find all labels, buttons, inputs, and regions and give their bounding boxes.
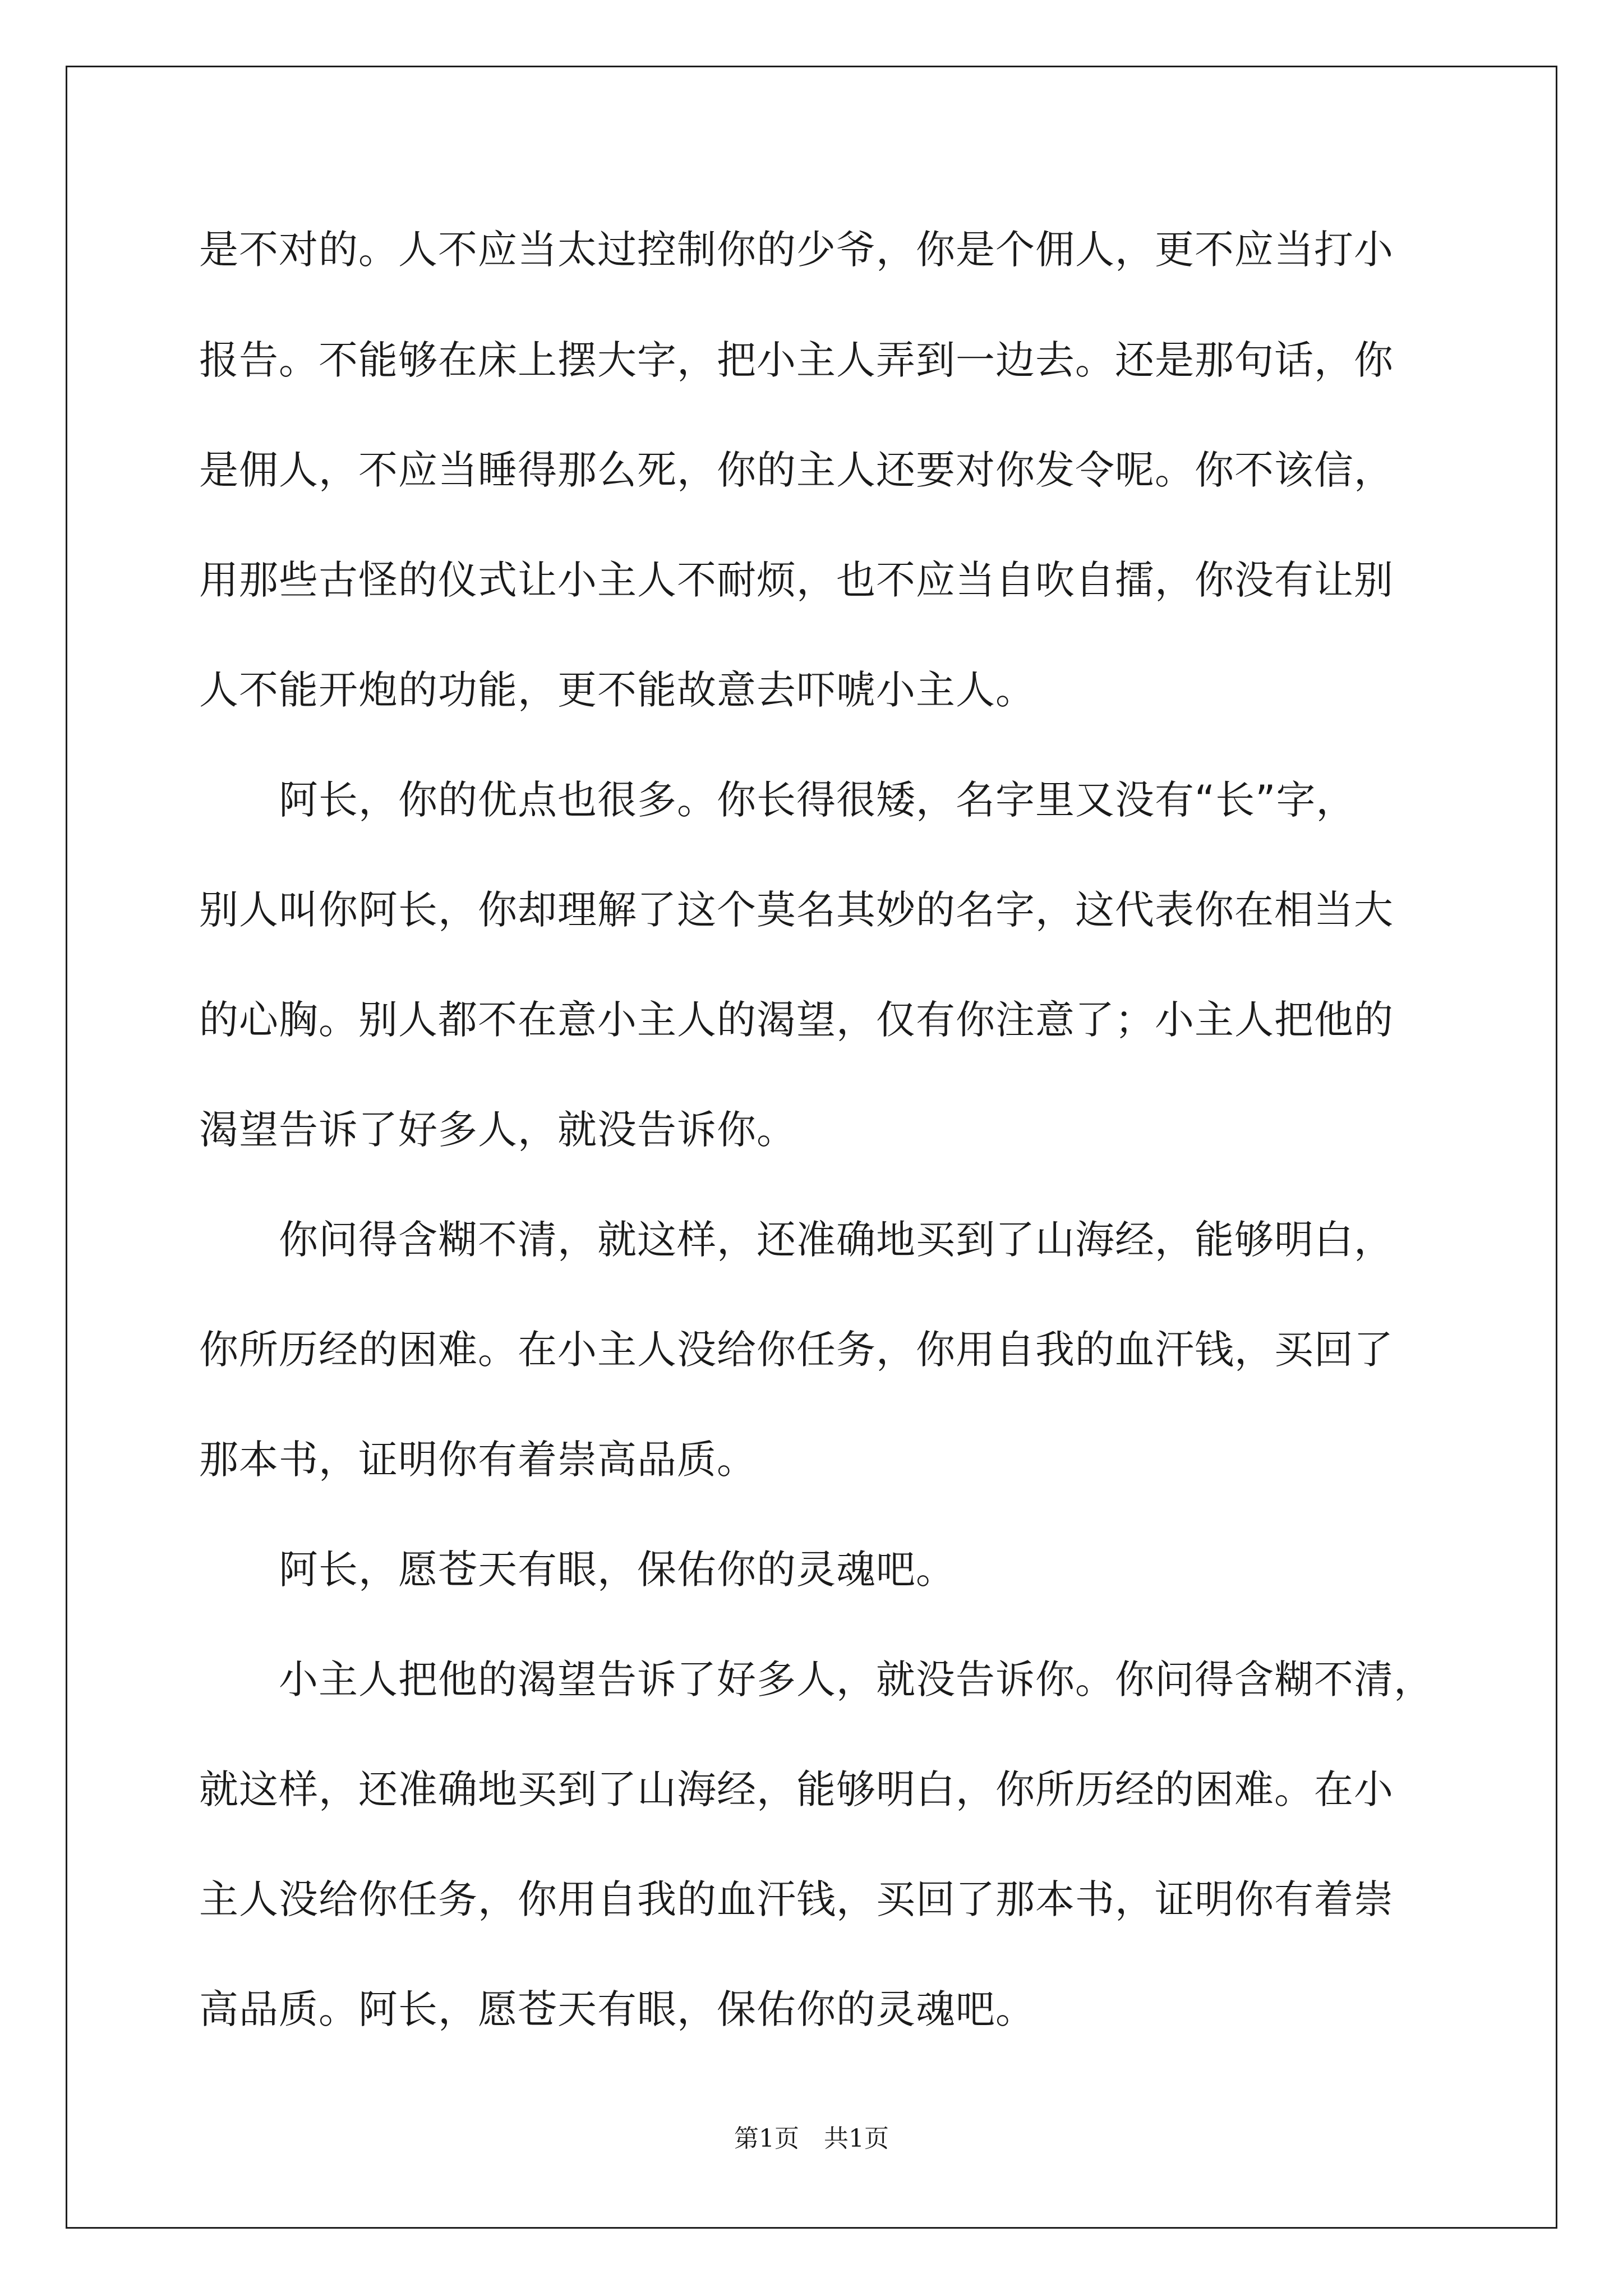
- body-text-line: 别人叫你阿长，你却理解了这个莫名其妙的名字，这代表你在相当大: [199, 887, 1394, 933]
- body-text-line: 阿长，愿苍天有眼，保佑你的灵魂吧。: [199, 1547, 956, 1593]
- body-text-line: 是佣人，不应当睡得那么死，你的主人还要对你发令呢。你不该信，: [199, 447, 1394, 493]
- body-text-line: 就这样，还准确地买到了山海经，能够明白，你所历经的困难。在小: [199, 1766, 1394, 1812]
- body-text-line: 渴望告诉了好多人，就没告诉你。: [199, 1107, 796, 1153]
- body-text-line: 主人没给你任务，你用自我的血汗钱，买回了那本书，证明你有着崇: [199, 1876, 1394, 1922]
- body-text-line: 用那些古怪的仪式让小主人不耐烦，也不应当自吹自擂，你没有让别: [199, 557, 1394, 603]
- body-text-line: 的心胸。别人都不在意小主人的渴望，仅有你注意了；小主人把他的: [199, 997, 1394, 1043]
- body-text-line: 高品质。阿长，愿苍天有眼，保佑你的灵魂吧。: [199, 1986, 1035, 2032]
- body-text-line: 小主人把他的渴望告诉了好多人，就没告诉你。你问得含糊不清，: [199, 1657, 1433, 1703]
- page-number-footer: 第1页 共1页: [734, 2124, 889, 2153]
- body-text-line: 是不对的。人不应当太过控制你的少爷，你是个佣人，更不应当打小: [199, 227, 1394, 273]
- body-text-line: 阿长，你的优点也很多。你长得很矮，名字里又没有“长”字，: [199, 777, 1356, 823]
- body-text-line: 报告。不能够在床上摆大字，把小主人弄到一边去。还是那句话，你: [199, 337, 1394, 383]
- body-text-line: 你问得含糊不清，就这样，还准确地买到了山海经，能够明白，: [199, 1217, 1394, 1263]
- body-text-line: 那本书，证明你有着崇高品质。: [199, 1437, 757, 1483]
- body-text-line: 你所历经的困难。在小主人没给你任务，你用自我的血汗钱，买回了: [199, 1327, 1394, 1373]
- body-text-line: 人不能开炮的功能，更不能故意去吓唬小主人。: [199, 667, 1035, 713]
